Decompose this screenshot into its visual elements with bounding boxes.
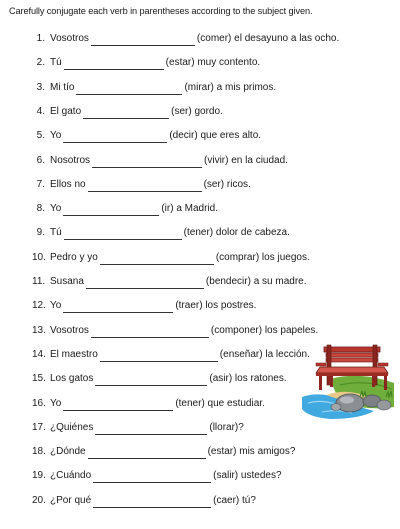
answer-blank[interactable] bbox=[76, 83, 182, 95]
exercise-item bbox=[32, 397, 265, 411]
answer-blank[interactable] bbox=[100, 253, 214, 265]
subject-text: ¿Quiénes bbox=[50, 421, 94, 433]
answer-blank[interactable] bbox=[91, 34, 195, 46]
item-number: 6. bbox=[36, 154, 45, 166]
item-number: 20. bbox=[32, 494, 46, 506]
subject-text: Yo bbox=[50, 203, 62, 215]
exercise-item bbox=[32, 32, 339, 46]
subject-text: Los gatos bbox=[50, 373, 94, 385]
exercise-item bbox=[32, 299, 256, 313]
subject-text: Pedro y yo bbox=[50, 251, 98, 263]
subject-text: Susana bbox=[50, 276, 84, 287]
item-number: 13. bbox=[32, 324, 46, 336]
exercise-item bbox=[32, 372, 287, 386]
exercise-item bbox=[32, 56, 260, 70]
subject-text: ¿Dónde bbox=[50, 446, 86, 458]
verb-prompt-text: (tener) que estudiar. bbox=[175, 397, 265, 409]
item-number: 8. bbox=[36, 203, 45, 215]
verb-prompt-text: (decir) que eres alto. bbox=[169, 130, 262, 142]
item-number: 1. bbox=[36, 33, 45, 44]
answer-blank[interactable] bbox=[92, 156, 202, 168]
answer-blank[interactable] bbox=[88, 180, 202, 192]
subject-text: El gato bbox=[50, 105, 82, 117]
answer-blank[interactable] bbox=[91, 326, 209, 338]
exercise-item bbox=[32, 251, 310, 265]
subject-text: Nosotros bbox=[50, 154, 91, 166]
subject-text: Ellos no bbox=[50, 178, 86, 190]
verb-prompt-text: (componer) los papeles. bbox=[210, 324, 319, 336]
exercise-item bbox=[32, 324, 318, 338]
answer-blank[interactable] bbox=[95, 374, 207, 386]
answer-blank[interactable] bbox=[93, 496, 211, 508]
answer-blank[interactable] bbox=[63, 399, 173, 411]
item-number: 17. bbox=[32, 421, 46, 433]
item-number: 19. bbox=[32, 470, 46, 482]
exercise-item bbox=[32, 105, 223, 119]
exercise-item bbox=[32, 129, 261, 143]
item-number: 9. bbox=[36, 227, 45, 239]
answer-blank[interactable] bbox=[64, 228, 182, 240]
item-number: 7. bbox=[36, 178, 45, 190]
exercise-item bbox=[32, 154, 288, 168]
answer-blank[interactable] bbox=[93, 471, 211, 483]
answer-blank[interactable] bbox=[63, 131, 167, 143]
instructions-text: Carefully conjugate each verb in parentheses according to the subject given. bbox=[9, 6, 313, 16]
subject-text: Tú bbox=[50, 57, 62, 69]
verb-prompt-text: (ir) a Madrid. bbox=[161, 203, 219, 215]
item-number: 18. bbox=[32, 446, 46, 458]
verb-prompt-text: (salir) ustedes? bbox=[213, 470, 282, 482]
exercise-item bbox=[32, 421, 244, 435]
verb-prompt-text: (comprar) los juegos. bbox=[215, 251, 310, 263]
exercise-item bbox=[32, 348, 310, 362]
answer-blank[interactable] bbox=[64, 58, 164, 70]
verb-prompt-text: (comer) el desayuno a las ocho. bbox=[196, 33, 340, 44]
verb-prompt-text: (vivir) en la ciudad. bbox=[204, 154, 288, 166]
subject-text: Yo bbox=[50, 397, 62, 409]
park-bench-icon bbox=[300, 341, 396, 421]
exercise-item bbox=[32, 494, 256, 508]
answer-blank[interactable] bbox=[100, 350, 218, 362]
verb-prompt-text: (ser) gordo. bbox=[171, 105, 223, 117]
verb-prompt-text: (estar) muy contento. bbox=[165, 57, 261, 69]
answer-blank[interactable] bbox=[95, 423, 207, 435]
subject-text: Yo bbox=[50, 130, 62, 142]
exercise-item bbox=[32, 202, 218, 216]
answer-blank[interactable] bbox=[63, 204, 159, 216]
subject-text: Yo bbox=[50, 300, 62, 312]
verb-prompt-text: (bendecir) a su madre. bbox=[205, 276, 307, 287]
subject-text: El maestro bbox=[50, 348, 98, 360]
exercise-item bbox=[32, 226, 290, 240]
subject-text: Mi tío bbox=[50, 81, 75, 93]
item-number: 4. bbox=[36, 105, 45, 117]
verb-prompt-text: (asir) los ratones. bbox=[209, 373, 287, 385]
answer-blank[interactable] bbox=[86, 277, 204, 289]
subject-text: Vosotros bbox=[50, 33, 89, 44]
exercise-item bbox=[32, 81, 276, 95]
subject-text: ¿Por qué bbox=[50, 494, 92, 506]
verb-prompt-text: (llorar)? bbox=[209, 421, 244, 433]
exercise-item bbox=[32, 469, 282, 483]
answer-blank[interactable] bbox=[63, 301, 173, 313]
verb-prompt-text: (estar) mis amigos? bbox=[207, 446, 296, 458]
item-number: 15. bbox=[32, 373, 46, 385]
exercise-item bbox=[32, 178, 251, 192]
verb-prompt-text: (mirar) a mis primos. bbox=[184, 81, 277, 93]
verb-prompt-text: (caer) tú? bbox=[213, 494, 256, 506]
item-number: 5. bbox=[36, 130, 45, 142]
answer-blank[interactable] bbox=[83, 107, 169, 119]
verb-prompt-text: (ser) ricos. bbox=[203, 178, 251, 190]
item-number: 12. bbox=[32, 300, 46, 312]
item-number: 14. bbox=[32, 348, 46, 360]
exercise-item bbox=[32, 445, 295, 459]
exercise-item bbox=[32, 275, 307, 289]
subject-text: ¿Cuándo bbox=[50, 470, 92, 482]
verb-prompt-text: (enseñar) la lección. bbox=[219, 348, 310, 360]
item-number: 3. bbox=[36, 81, 45, 93]
verb-prompt-text: (traer) los postres. bbox=[175, 300, 257, 312]
verb-prompt-text: (tener) dolor de cabeza. bbox=[183, 227, 290, 239]
subject-text: Vosotros bbox=[50, 324, 89, 336]
item-number: 16. bbox=[32, 397, 46, 409]
answer-blank[interactable] bbox=[88, 447, 206, 459]
item-number: 10. bbox=[32, 251, 46, 263]
item-number: 11. bbox=[32, 276, 46, 287]
item-number: 2. bbox=[36, 57, 45, 69]
subject-text: Tú bbox=[50, 227, 62, 239]
